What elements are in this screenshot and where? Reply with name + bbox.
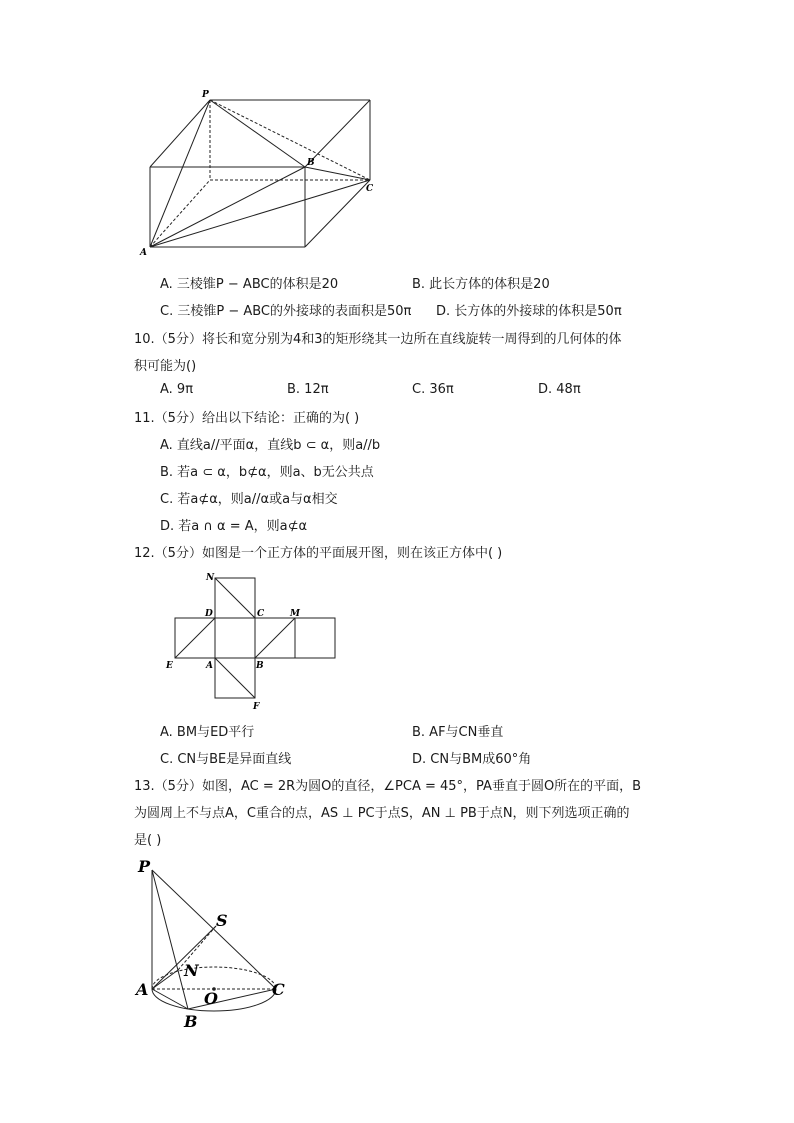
label-f: F	[253, 702, 260, 712]
q10-option-a: A. 9π	[160, 382, 194, 397]
q11-stem: 11.（5分）给出以下结论：正确的为( )	[134, 411, 360, 426]
label-c: C	[272, 980, 285, 999]
label-n: N	[184, 961, 199, 980]
label-d: D	[205, 609, 213, 619]
label-n: N	[206, 573, 215, 583]
label-a: A	[136, 980, 149, 999]
q12-option-d: D. CN与BM成60°角	[412, 752, 532, 767]
q12-stem: 12.（5分）如图是一个正方体的平面展开图，则在该正方体中( )	[134, 546, 503, 561]
label-s: S	[216, 911, 228, 930]
label-e: E	[166, 661, 173, 671]
q12-option-a: A. BM与ED平行	[160, 725, 255, 740]
q9-option-d: D. 长方体的外接球的体积是50π	[436, 304, 622, 319]
q10-option-c: C. 36π	[412, 382, 454, 397]
label-p: P	[202, 90, 209, 100]
q11-option-c: C. 若a⊄α，则a//α或a与α相交	[160, 492, 338, 507]
q9-option-b: B. 此长方体的体积是20	[412, 277, 550, 292]
q11-option-a: A. 直线a//平面α，直线b ⊂ α，则a//b	[160, 438, 381, 453]
q13-stem-line1: 13.（5分）如图，AC = 2R为圆O的直径，∠PCA = 45°，PA垂直于圆O所在的平面，B	[134, 779, 642, 794]
label-o: O	[204, 989, 218, 1008]
label-p: P	[138, 857, 151, 876]
q12-cube-net-figure	[160, 570, 350, 715]
q10-option-d: D. 48π	[538, 382, 581, 397]
q11-option-b: B. 若a ⊂ α，b⊄α，则a、b无公共点	[160, 465, 374, 480]
q13-stem-line2: 为圆周上不与点A，C重合的点，AS ⊥ PC于点S，AN ⊥ PB于点N，则下列选项正确的	[134, 806, 630, 821]
q10-option-b: B. 12π	[287, 382, 329, 397]
q12-option-c: C. CN与BE是异面直线	[160, 752, 292, 767]
q11-option-d: D. 若a ∩ α = A，则a⊄α	[160, 519, 308, 534]
q9-option-c: C. 三棱锥P − ABC的外接球的表面积是50π	[160, 304, 412, 319]
q9-option-a: A. 三棱锥P − ABC的体积是20	[160, 277, 339, 292]
label-b: B	[307, 158, 315, 168]
q12-option-b: B. AF与CN垂直	[412, 725, 504, 740]
q10-stem-line1: 10.（5分）将长和宽分别为4和3的矩形绕其一边所在直线旋转一周得到的几何体的体	[134, 332, 622, 347]
label-m: M	[290, 609, 300, 619]
label-c: C	[366, 184, 374, 194]
q9-cuboid-figure	[130, 85, 390, 255]
q13-stem-line3: 是( )	[134, 833, 162, 848]
q13-cone-figure	[130, 852, 310, 1032]
label-c: C	[257, 609, 265, 619]
q10-stem-line2: 积可能为()	[134, 359, 197, 374]
label-a: A	[206, 661, 213, 671]
label-b: B	[256, 661, 264, 671]
label-b: B	[184, 1012, 198, 1031]
label-a: A	[140, 248, 147, 255]
